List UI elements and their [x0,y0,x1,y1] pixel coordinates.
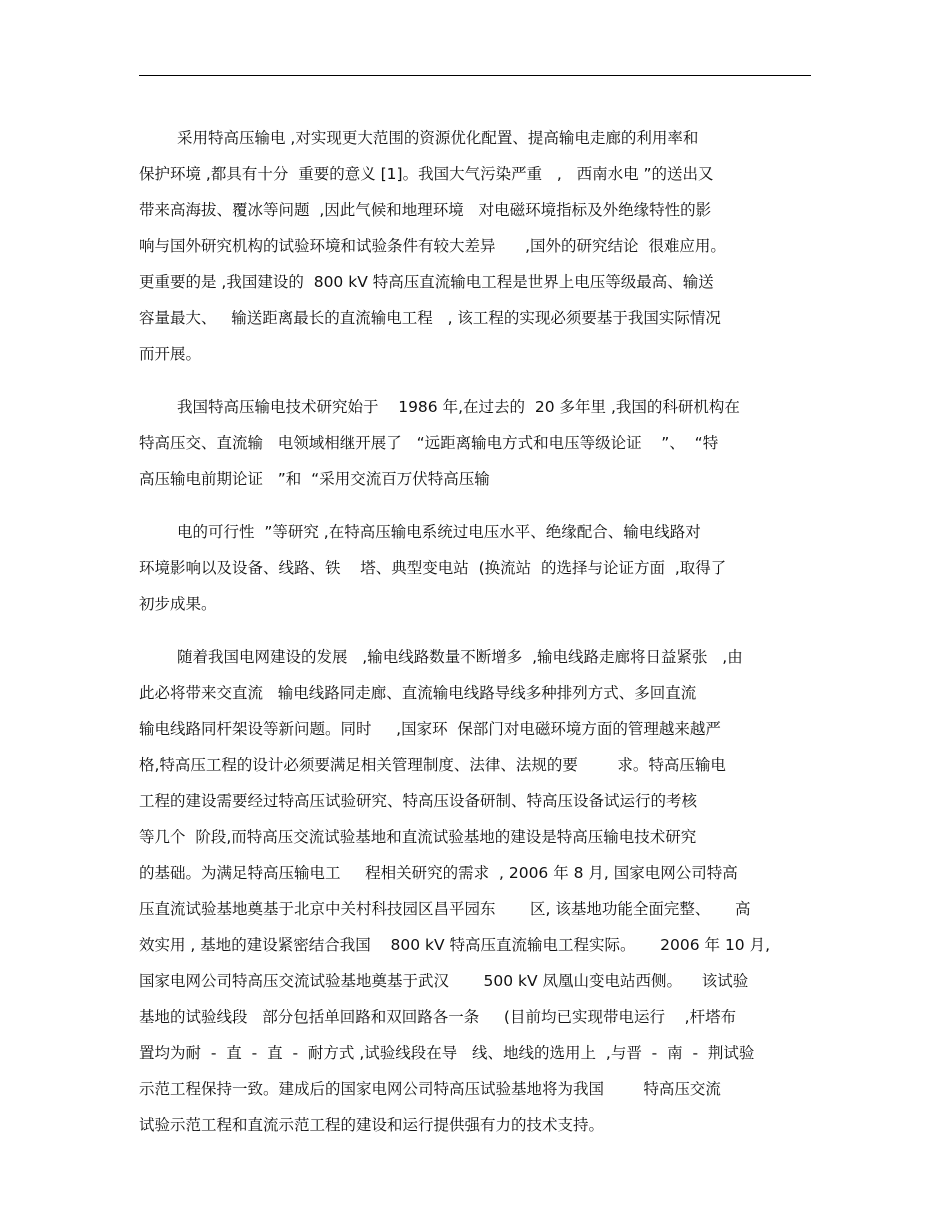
text-line: 压直流试验基地奠基于北京中关村科技园区昌平园东 区, 该基地功能全面完整、 高 [139,900,751,918]
text-line: 特高压交、直流输 电领域相继开展了 “远距离输电方式和电压等级论证 ”、 “特 [139,434,719,452]
text-line: 初步成果。 [139,595,217,613]
text-line: 而开展。 [139,345,202,363]
text-line: 随着我国电网建设的发展 ,输电线路数量不断增多 ,输电线路走廊将日益紧张 ,由 [177,648,743,666]
text-line: 国家电网公司特高压交流试验基地奠基于武汉 500 kV 凤凰山变电站西侧。 该试验 [139,972,749,990]
paragraph-1 [139,120,819,372]
text-line: 我国特高压输电技术研究始于 1986 年,在过去的 20 多年里 ,我国的科研机构在 [177,398,740,416]
text-line: 试验示范工程和直流示范工程的建设和运行提供强有力的技术支持。 [139,1116,605,1134]
text-line: 带来高海拔、覆冰等问题 ,因此气候和地理环境 对电磁环境指标及外绝缘特性的影 [139,201,712,219]
text-line: 响与国外研究机构的试验环境和试验条件有较大差异 ,国外的研究结论 很难应用。 [139,237,726,255]
text-line: 工程的建设需要经过特高压试验研究、特高压设备研制、特高压设备试运行的考核 [139,792,698,810]
paragraph-4 [139,639,819,1143]
text-line: 容量最大、 输送距离最长的直流输电工程 , 该工程的实现必须要基于我国实际情况 [139,309,721,327]
text-line: 效实用 , 基地的建设紧密结合我国 800 kV 特高压直流输电工程实际。 2006 年 10 月, [139,936,771,954]
text-line: 等几个 阶段,而特高压交流试验基地和直流试验基地的建设是特高压输电技术研究 [139,828,697,846]
text-line: 的基础。为满足特高压输电工 程相关研究的需求 , 2006 年 8 月, 国家电网公司特高 [139,864,738,882]
text-line: 保护环境 ,都具有十分 重要的意义 [1]。我国大气污染严重 , 西南水电 ”的送出又 [139,165,714,183]
text-line: 采用特高压输电 ,对实现更大范围的资源优化配置、提高输电走廊的利用率和 [177,129,699,147]
text-line: 基地的试验线段 部分包括单回路和双回路各一条 (目前均已实现带电运行 ,杆塔布 [139,1008,737,1026]
text-line: 示范工程保持一致。建成后的国家电网公司特高压试验基地将为我国 特高压交流 [139,1080,721,1098]
text-line: 输电线路同杆架设等新问题。同时 ,国家环 保部门对电磁环境方面的管理越来越严 [139,720,721,738]
paragraph-3 [139,514,819,622]
paragraph-2 [139,389,819,497]
text-line: 电的可行性 ”等研究 ,在特高压输电系统过电压水平、绝缘配合、输电线路对 [177,523,701,541]
text-line: 此必将带来交直流 输电线路同走廊、直流输电线路导线多种排列方式、多回直流 [139,684,697,702]
text-line: 格,特高压工程的设计必须要满足相关管理制度、法律、法规的要 求。特高压输电 [139,756,726,774]
header-rule [139,75,811,76]
body-text [139,120,819,1160]
text-line: 高压输电前期论证 ”和 “采用交流百万伏特高压输 [139,470,490,488]
text-line: 更重要的是 ,我国建设的 800 kV 特高压直流输电工程是世界上电压等级最高、输送 [139,273,714,291]
text-line: 环境影响以及设备、线路、铁 塔、典型变电站 (换流站 的选择与论证方面 ,取得了 [139,559,727,577]
text-line: 置均为耐 - 直 - 直 - 耐方式 ,试验线段在导 线、地线的选用上 ,与晋 - 南 - 荆试验 [139,1044,755,1062]
